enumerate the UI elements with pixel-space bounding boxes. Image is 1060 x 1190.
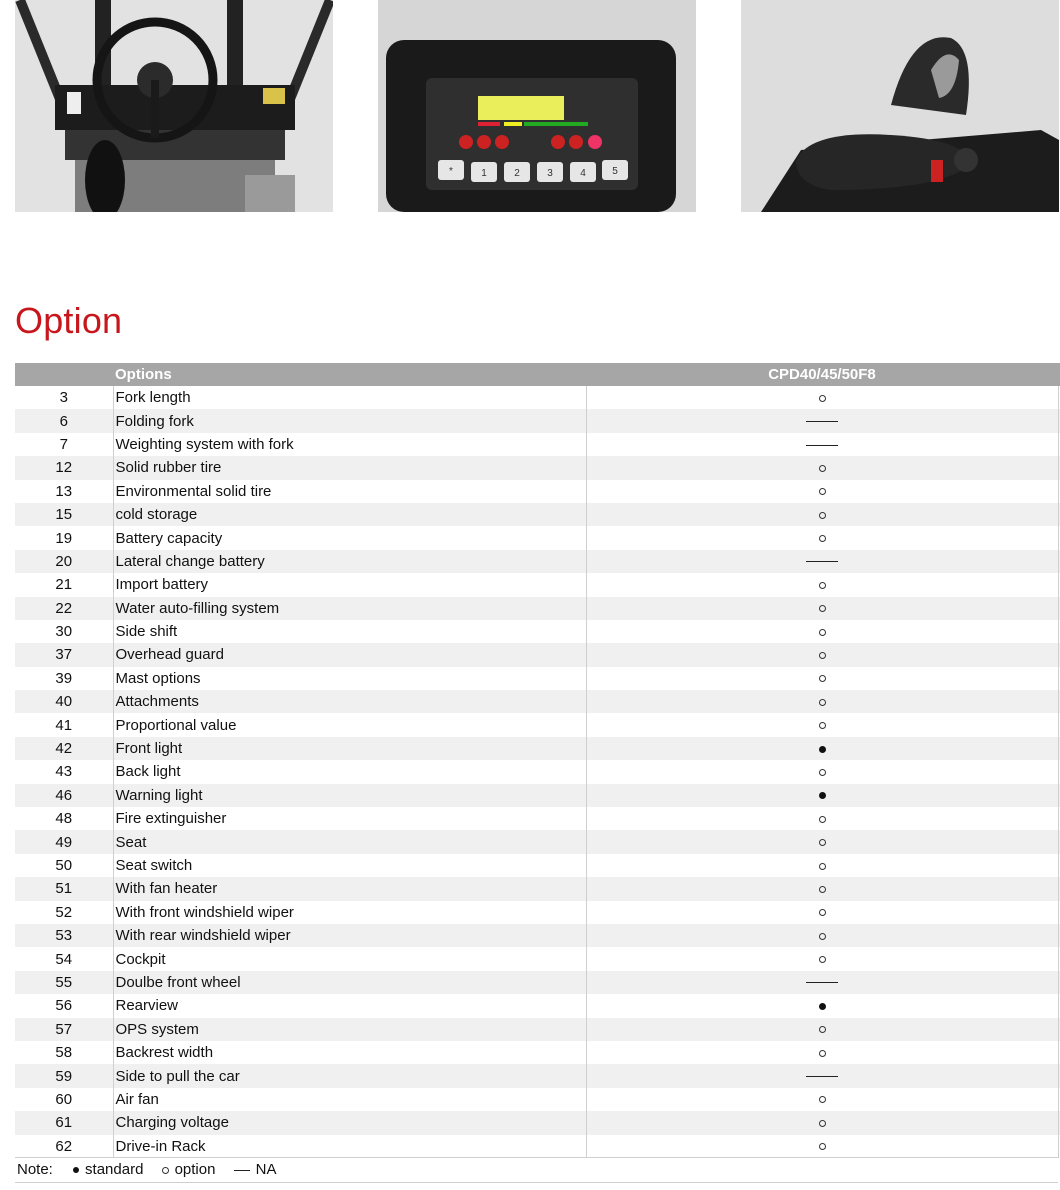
row-option-name: Warning light (113, 784, 586, 807)
section-title: Option (15, 300, 123, 341)
table-header-row (15, 363, 1060, 386)
table-row (15, 526, 1060, 549)
legend-note (15, 1157, 1058, 1183)
table-row (15, 480, 1060, 503)
note-option: option (174, 1161, 216, 1179)
row-number: 43 (55, 763, 73, 781)
option-ring-icon (819, 652, 826, 659)
option-ring-icon (819, 512, 826, 519)
row-number: 21 (55, 576, 73, 594)
row-mark-na (586, 550, 1058, 573)
row-mark-standard (586, 784, 1058, 807)
options-table (15, 363, 1060, 1158)
standard-dot-icon (819, 1003, 826, 1010)
table-row (15, 597, 1060, 620)
row-mark-option (586, 456, 1058, 479)
table-row (15, 877, 1060, 900)
option-ring-icon (819, 395, 826, 402)
option-ring-icon (819, 1050, 826, 1057)
option-ring-icon (819, 1026, 826, 1033)
table-row (15, 433, 1060, 456)
table-row (15, 503, 1060, 526)
row-number: 50 (55, 857, 73, 874)
row-mark-option (586, 807, 1058, 830)
na-dash-icon (806, 421, 838, 422)
row-number: 54 (55, 950, 73, 968)
option-ring-icon (819, 886, 826, 893)
row-option-name: Solid rubber tire (113, 456, 586, 479)
row-option-name: OPS system (113, 1018, 586, 1041)
option-ring-icon (819, 1096, 826, 1103)
table-row (15, 854, 1060, 877)
row-mark-option (586, 667, 1058, 690)
row-option-name: Folding fork (113, 409, 586, 432)
row-mark-standard (586, 737, 1058, 760)
option-ring-icon (819, 909, 826, 916)
row-option-name: Charging voltage (113, 1111, 586, 1134)
row-option-name: Front light (113, 737, 586, 760)
standard-dot-icon (73, 1158, 79, 1182)
row-number: 58 (55, 1044, 73, 1062)
option-ring-icon (819, 488, 826, 495)
row-number: 39 (55, 669, 73, 687)
note-label: Note: (17, 1161, 53, 1179)
row-number: 57 (15, 1018, 113, 1041)
row-mark-standard (586, 994, 1058, 1017)
option-ring-icon (819, 769, 826, 776)
option-ring-icon (819, 956, 826, 963)
row-number: 41 (55, 716, 73, 734)
na-dash-icon (806, 561, 838, 562)
row-number: 30 (55, 623, 73, 641)
display-key-star: * (449, 166, 453, 177)
row-number: 61 (15, 1111, 113, 1134)
row-number: 19 (55, 529, 73, 547)
option-ring-icon (819, 582, 826, 589)
option-ring-icon (819, 675, 826, 682)
header-model: CPD40/45/50F8 (586, 363, 1058, 386)
table-row (15, 947, 1060, 970)
standard-dot-icon (819, 792, 826, 799)
row-number: 48 (55, 810, 73, 828)
row-mark-option (586, 480, 1058, 503)
option-ring-icon (819, 1143, 826, 1150)
table-row (15, 409, 1060, 432)
table-row (15, 1111, 1060, 1134)
table-row (15, 971, 1060, 994)
row-option-name: With fan heater (113, 877, 586, 900)
option-ring-icon (819, 863, 826, 870)
table-row (15, 386, 1060, 409)
row-option-name: Seat (113, 830, 586, 853)
table-row (15, 713, 1060, 736)
row-option-name: Weighting system with fork (113, 433, 586, 456)
row-mark-option (586, 690, 1058, 713)
row-mark-option (586, 1041, 1058, 1064)
row-mark-option (586, 1135, 1058, 1158)
row-option-name: Backrest width (113, 1041, 586, 1064)
row-option-name: Rearview (113, 994, 586, 1017)
table-row (15, 456, 1060, 479)
row-mark-option (586, 1018, 1058, 1041)
table-row (15, 1064, 1060, 1087)
table-row (15, 830, 1060, 853)
option-ring-icon (819, 722, 826, 729)
row-number: 51 (15, 877, 113, 900)
instrument-display-photo (378, 0, 696, 212)
row-mark-option (586, 854, 1058, 877)
table-row (15, 1018, 1060, 1041)
display-key-2: 2 (514, 168, 520, 179)
row-option-name: Cockpit (113, 947, 586, 970)
row-number: 3 (59, 389, 68, 407)
row-number: 56 (55, 997, 73, 1015)
row-number: 62 (55, 1137, 73, 1155)
row-number: 15 (15, 503, 113, 526)
header-options: Options (113, 363, 586, 386)
row-mark-option (586, 643, 1058, 666)
row-number: 12 (15, 456, 113, 479)
row-option-name: With front windshield wiper (113, 901, 586, 924)
row-option-name: Seat switch (113, 854, 586, 877)
table-row (15, 807, 1060, 830)
option-ring-icon (819, 839, 826, 846)
row-mark-option (586, 830, 1058, 853)
table-row (15, 690, 1060, 713)
table-row (15, 924, 1060, 947)
row-option-name: With rear windshield wiper (113, 924, 586, 947)
display-key-5: 5 (612, 166, 618, 177)
table-row (15, 760, 1060, 783)
row-mark-option (586, 760, 1058, 783)
row-number: 20 (15, 550, 113, 573)
option-ring-icon (819, 699, 826, 706)
table-row (15, 620, 1060, 643)
row-option-name: Side shift (113, 620, 586, 643)
row-mark-option (586, 620, 1058, 643)
table-row (15, 1135, 1060, 1158)
row-option-name: Lateral change battery (113, 550, 586, 573)
row-number: 6 (15, 409, 113, 432)
option-ring-icon (819, 933, 826, 940)
row-number: 52 (55, 903, 73, 921)
row-option-name: Attachments (113, 690, 586, 713)
display-key-1: 1 (481, 168, 487, 179)
row-mark-option (586, 1111, 1058, 1134)
row-number: 49 (15, 830, 113, 853)
row-number: 40 (15, 690, 113, 713)
steering-cab-photo (15, 0, 333, 212)
na-dash-icon (806, 1076, 838, 1077)
row-mark-option (586, 597, 1058, 620)
table-row (15, 667, 1060, 690)
table-row (15, 1041, 1060, 1064)
option-ring-icon (819, 816, 826, 823)
option-ring-icon (819, 535, 826, 542)
row-number: 22 (15, 597, 113, 620)
row-number: 37 (15, 643, 113, 666)
table-row (15, 901, 1060, 924)
row-option-name: Battery capacity (113, 526, 586, 549)
row-number: 55 (15, 971, 113, 994)
option-ring-icon (819, 465, 826, 472)
row-option-name: Air fan (113, 1088, 586, 1111)
row-mark-na (586, 971, 1058, 994)
row-mark-option (586, 526, 1058, 549)
na-dash-icon (806, 445, 838, 446)
display-key-4: 4 (580, 168, 586, 179)
row-option-name: cold storage (113, 503, 586, 526)
row-mark-option (586, 1088, 1058, 1111)
table-row (15, 1088, 1060, 1111)
row-mark-na (586, 409, 1058, 432)
table-row (15, 784, 1060, 807)
row-number: 13 (55, 482, 73, 500)
standard-dot-icon (819, 746, 826, 753)
row-mark-option (586, 573, 1058, 596)
row-option-name: Environmental solid tire (113, 480, 586, 503)
display-key-3: 3 (547, 168, 553, 179)
row-option-name: Fire extinguisher (113, 807, 586, 830)
row-option-name: Drive-in Rack (113, 1135, 586, 1158)
options-table-body (15, 386, 1060, 1158)
row-mark-na (586, 1064, 1058, 1087)
header-number (15, 363, 113, 386)
option-ring-icon (819, 605, 826, 612)
table-row (15, 737, 1060, 760)
operator-seat-photo (741, 0, 1059, 212)
row-number: 60 (55, 1090, 73, 1108)
row-number: 59 (15, 1064, 113, 1087)
row-mark-option (586, 924, 1058, 947)
option-ring-icon (162, 1158, 169, 1182)
row-option-name: Doulbe front wheel (113, 971, 586, 994)
row-number: 42 (15, 737, 113, 760)
row-mark-option (586, 947, 1058, 970)
option-ring-icon (819, 629, 826, 636)
table-row (15, 550, 1060, 573)
row-option-name: Water auto-filling system (113, 597, 586, 620)
table-row (15, 573, 1060, 596)
note-na: NA (255, 1161, 277, 1179)
row-option-name: Side to pull the car (113, 1064, 586, 1087)
table-row (15, 643, 1060, 666)
row-mark-na (586, 433, 1058, 456)
row-number: 53 (15, 924, 113, 947)
row-option-name: Fork length (113, 386, 586, 409)
row-option-name: Mast options (113, 667, 586, 690)
row-mark-option (586, 503, 1058, 526)
option-ring-icon (819, 1120, 826, 1127)
na-dash-icon (234, 1158, 250, 1182)
row-mark-option (586, 713, 1058, 736)
table-row (15, 994, 1060, 1017)
na-dash-icon (806, 982, 838, 983)
row-mark-option (586, 901, 1058, 924)
row-number: 46 (15, 784, 113, 807)
row-number: 7 (59, 435, 68, 453)
row-option-name: Proportional value (113, 713, 586, 736)
row-mark-option (586, 386, 1058, 409)
note-standard: standard (85, 1161, 144, 1179)
row-mark-option (586, 877, 1058, 900)
row-option-name: Import battery (113, 573, 586, 596)
row-option-name: Back light (113, 760, 586, 783)
row-option-name: Overhead guard (113, 643, 586, 666)
